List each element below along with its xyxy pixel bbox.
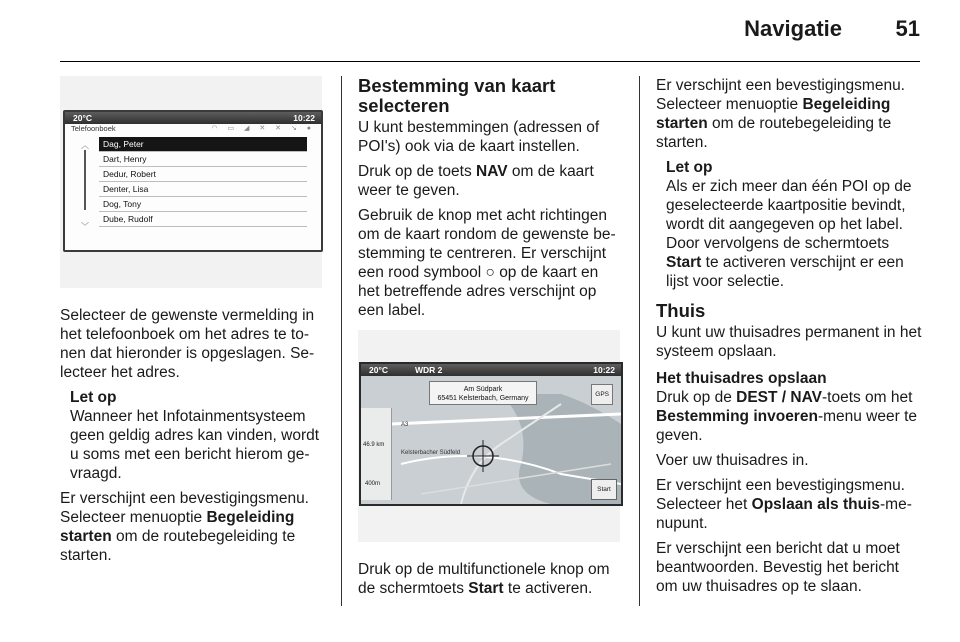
column-1 xyxy=(60,76,326,571)
column-3 xyxy=(656,76,922,602)
contact-list xyxy=(99,137,307,227)
paragraph: Er verschijnt een bevestigingsmenu. Selecteer het Opslaan als thuis-me-nupunt. xyxy=(656,477,912,532)
address-label: Am Südpark 65451 Kelsterbach, Germany xyxy=(429,381,537,405)
paragraph: Er verschijnt een bevestigingsmenu. Selecteer menuoptie Begeleiding starten om de routebegeleiding te starten. xyxy=(656,77,905,151)
scrollbar[interactable] xyxy=(79,136,91,236)
status-bar xyxy=(361,364,621,376)
list-item[interactable]: Dart, Henry xyxy=(99,152,307,167)
road-label: A3 xyxy=(401,422,409,428)
paragraph: Druk op de toets NAV om de kaart weer te geven. xyxy=(358,163,594,199)
paragraph: Er verschijnt een bevestigingsmenu. Selecteer menuoptie Begeleiding starten om de routebegeleiding te starten. xyxy=(60,490,309,564)
distance-readout: 46.9 km xyxy=(363,442,385,448)
map-label: Kelsterbacher Südfeld xyxy=(401,450,461,456)
map-figure xyxy=(358,330,620,542)
scroll-track xyxy=(84,150,86,210)
list-title: Telefoonboek xyxy=(71,124,116,133)
scale-readout: 400m xyxy=(365,481,381,487)
phonebook-figure xyxy=(60,76,322,288)
paragraph: Selecteer de gewenste vermelding in het telefoonboek om het adres te to-nen dat hieronder is opgeslagen. Se-lecteer het adres. xyxy=(60,307,315,381)
note-text: Wanneer het Infotainmentsysteem geen geldig adres kan vinden, wordt u soms met een bericht hierom ge-vraagd. xyxy=(70,408,320,482)
section-heading: Thuis xyxy=(656,300,706,321)
map-side-panel xyxy=(361,408,392,500)
chapter-title: Navigatie xyxy=(744,16,842,41)
page-number: 51 xyxy=(895,16,920,41)
list-item[interactable]: Dog, Tony xyxy=(99,197,307,212)
note xyxy=(70,388,326,483)
chevron-up-icon[interactable]: ︿ xyxy=(81,141,89,150)
status-bar xyxy=(65,112,321,124)
note-title: Let op xyxy=(666,159,713,176)
list-item[interactable]: Dube, Rudolf xyxy=(99,212,307,227)
paragraph: Druk op de DEST / NAV-toets om het Bestemming invoeren-menu weer te geven. xyxy=(656,389,918,444)
section-heading: Bestemming van kaart selecteren xyxy=(358,75,556,116)
map-screen xyxy=(359,362,623,506)
sub-heading: Het thuisadres opslaan xyxy=(656,370,827,387)
paragraph: Druk op de multifunctionele knop om de schermtoets Start te activeren. xyxy=(358,561,610,597)
note-title: Let op xyxy=(70,389,117,406)
column-divider xyxy=(639,76,640,606)
header-rule xyxy=(60,61,920,62)
column-divider xyxy=(341,76,342,606)
status-icons: ◠ ▭ ◢ ✕ ✕ ↘ ● xyxy=(211,125,315,132)
paragraph: Er verschijnt een bericht dat u moet beantwoorden. Bevestig het bericht om uw thuisadres op te slaan. xyxy=(656,540,900,595)
list-header xyxy=(65,124,321,134)
page-header xyxy=(60,0,920,60)
column-2 xyxy=(358,76,622,604)
note-text: Als er zich meer dan één POI op de geselecteerde kaartpositie bevindt, wordt dit aangegeven op het label. Door vervolgens de schermtoets Start te activeren verschijnt er een lijst voor selectie. xyxy=(666,178,912,290)
paragraph: U kunt bestemmingen (adressen of POI's) ook via de kaart instellen. xyxy=(358,119,600,155)
paragraph: Gebruik de knop met acht richtingen om de kaart rondom de gewenste be-stemming te centreren. Er verschijnt een rood symbool ○ op de kaart en het betreffende adres verschijnt op een label. xyxy=(358,207,616,319)
clock: 10:22 xyxy=(293,113,315,123)
paragraph: Voer uw thuisadres in. xyxy=(656,452,809,469)
list-item[interactable]: Dedur, Robert xyxy=(99,167,307,182)
radio-station: WDR 2 xyxy=(415,365,443,375)
start-button[interactable]: Start xyxy=(591,479,617,500)
phonebook-screen xyxy=(63,110,323,252)
temperature: 20°C xyxy=(369,365,388,375)
temperature: 20°C xyxy=(73,113,92,123)
list-item[interactable]: Denter, Lisa xyxy=(99,182,307,197)
gps-button[interactable]: GPS xyxy=(591,384,613,405)
chevron-down-icon[interactable]: ﹀ xyxy=(81,222,89,231)
note xyxy=(666,158,922,291)
list-item[interactable]: Dag, Peter xyxy=(99,137,307,152)
paragraph: U kunt uw thuisadres permanent in het systeem opslaan. xyxy=(656,324,922,360)
clock: 10:22 xyxy=(593,365,615,375)
